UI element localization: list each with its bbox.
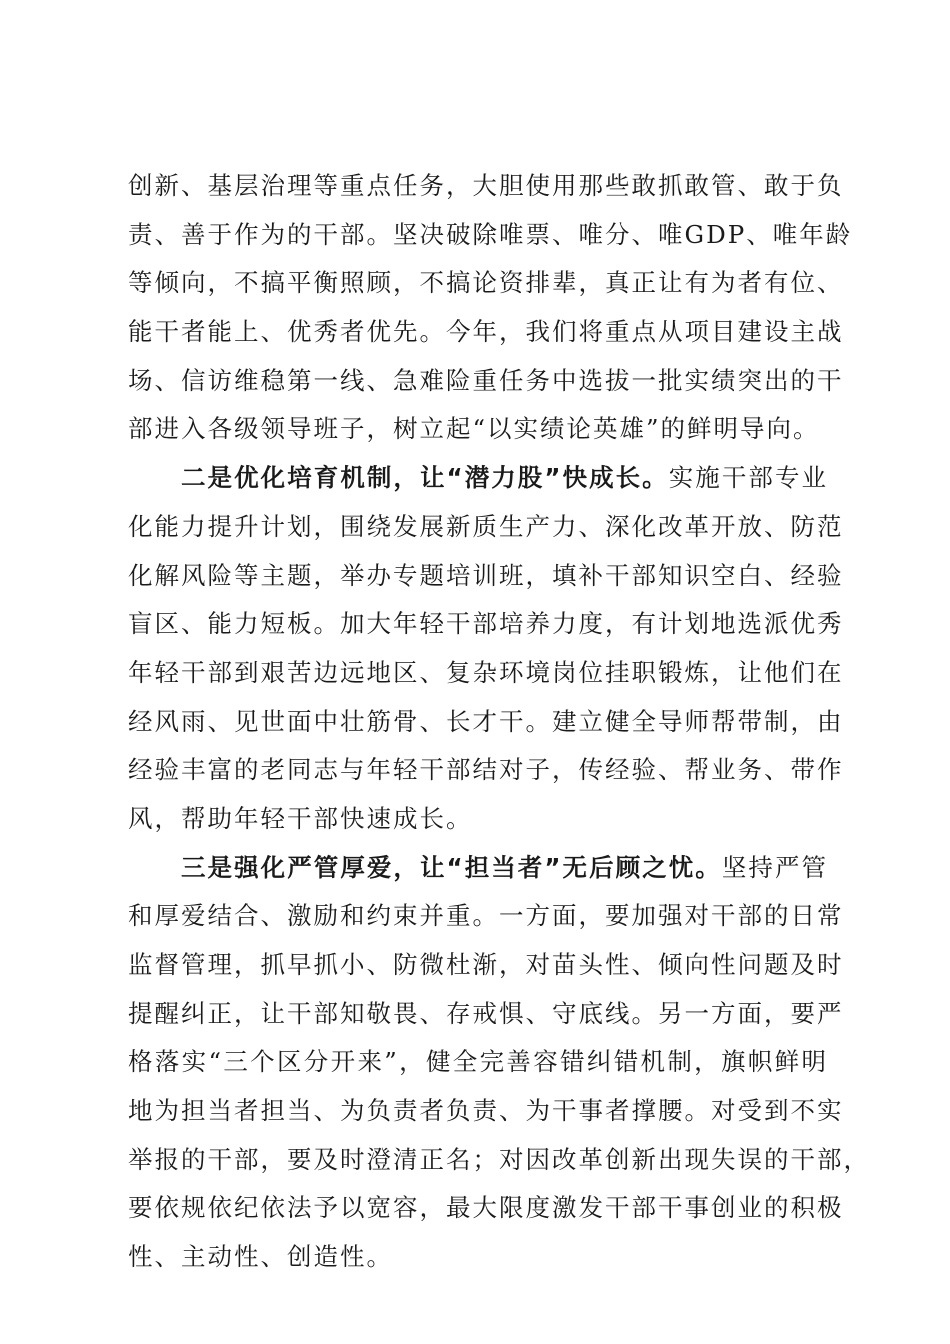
text-line: 年轻干部到艰苦边远地区、复杂环境岗位挂职锻炼，让他们在: [128, 657, 844, 687]
text-line: [128, 844, 828, 893]
paragraph-heading: 三是强化严管厚爱，让“担当者”无后顾之忧。: [181, 852, 722, 882]
text-line: 性、主动性、创造性。: [128, 1242, 393, 1272]
text-run: 坚持严管: [721, 852, 829, 882]
paragraph-3: [128, 844, 870, 1282]
text-line: 监督管理，抓早抓小、防微杜渐，对苗头性、倾向性问题及时: [128, 950, 844, 979]
text-line: 能干者能上、优秀者优先。今年，我们将重点从项目建设主战: [128, 317, 844, 347]
text-line: 举报的干部，要及时澄清正名；对因改革创新出现失误的干部，: [128, 1144, 870, 1174]
text-line: 经风雨、见世面中壮筋骨、长才干。建立健全导师帮带制，由: [128, 706, 844, 736]
document-body: [128, 162, 870, 1282]
text-line: 化解风险等主题，举办专题培训班，填补干部知识空白、经验: [128, 560, 844, 590]
text-line: 等倾向，不搞平衡照顾，不搞论资排辈，真正让有为者有位、: [128, 268, 844, 298]
text-line: 责、善于作为的干部。坚决破除唯票、唯分、唯GDP、唯年龄: [128, 219, 853, 249]
text-line: 格落实“三个区分开来”，健全完善容错纠错机制，旗帜鲜明: [128, 1047, 828, 1077]
text-line: 部进入各级领导班子，树立起“以实绩论英雄”的鲜明导向。: [128, 414, 820, 444]
text-run: 实施干部专业: [668, 463, 829, 493]
paragraph-1: [128, 162, 853, 454]
paragraph-heading: 二是优化培育机制，让“潜力股”快成长。: [181, 463, 669, 493]
text-line: 地为担当者担当、为负责者负责、为干事者撑腰。对受到不实: [128, 1096, 844, 1126]
text-line: 创新、基层治理等重点任务，大胆使用那些敢抓敢管、敢于负: [128, 171, 844, 200]
text-line: 提醒纠正，让干部知敬畏、存戒惧、守底线。另一方面，要严: [128, 998, 844, 1028]
text-line: 要依规依纪依法予以宽容，最大限度激发干部干事创业的积极: [128, 1193, 844, 1223]
text-line: 场、信访维稳第一线、急难险重任务中选拔一批实绩突出的干: [128, 365, 844, 395]
text-line: 化能力提升计划，围绕发展新质生产力、深化改革开放、防范: [128, 511, 844, 541]
text-line: 风，帮助年轻干部快速成长。: [128, 803, 473, 833]
paragraph-2: [128, 454, 844, 844]
text-line: [128, 454, 828, 503]
text-line: 经验丰富的老同志与年轻干部结对子，传经验、帮业务、带作: [128, 755, 844, 785]
text-line: 和厚爱结合、激励和约束并重。一方面，要加强对干部的日常: [128, 901, 844, 931]
text-line: 盲区、能力短板。加大年轻干部培养力度，有计划地选派优秀: [128, 609, 844, 639]
